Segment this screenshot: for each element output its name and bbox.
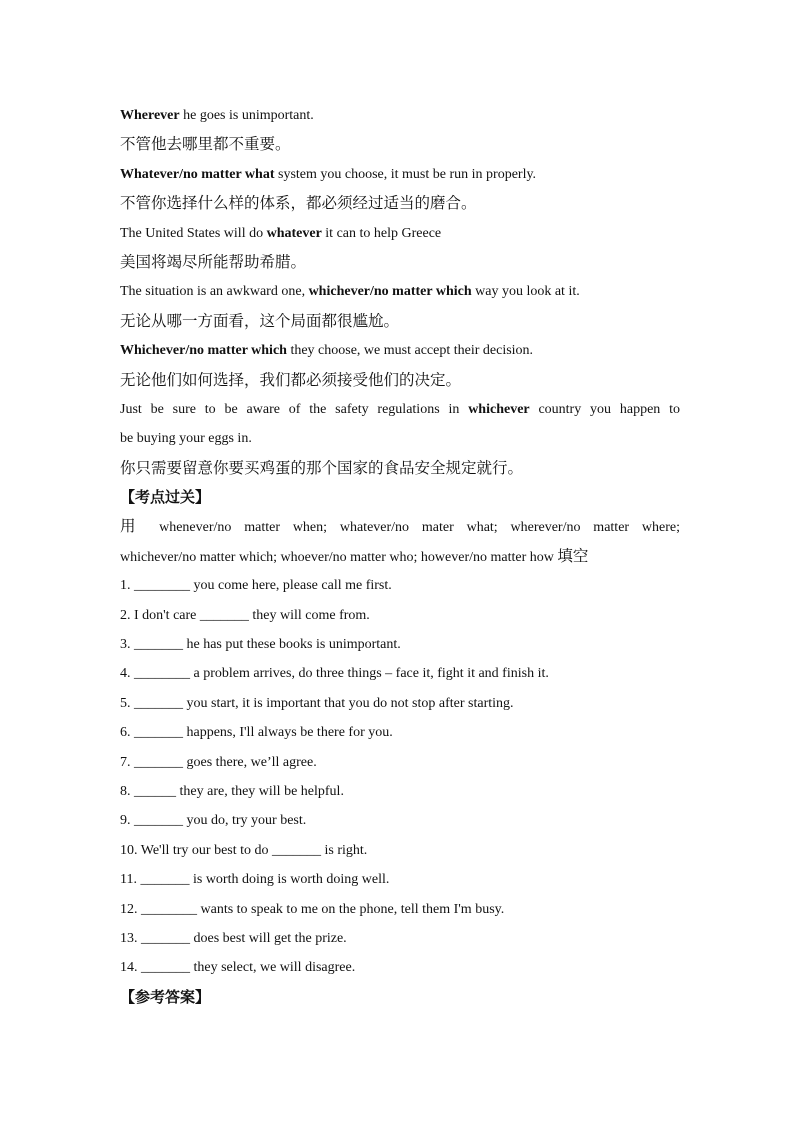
example-sentence: Whichever/no matter which they choose, we must accept their decision. (120, 343, 534, 359)
exercise-item: 4. ________ a problem arrives, do three things – face it, fight it and finish it. (120, 666, 549, 682)
example-sentence: Wherever he goes is unimportant. (120, 108, 314, 123)
example-translation: 不管他去哪里都不重要。 (120, 135, 291, 154)
section-heading-answers: 【参考答案】 (120, 987, 211, 1006)
example-sentence: Just be sure to be aware of the safety regulations in whichever country you happen to (120, 401, 680, 417)
example-translation: 无论他们如何选择，我们都必须接受他们的决定。 (120, 370, 462, 389)
exercise-item: 10. We'll try our best to do _______ is right. (120, 842, 368, 858)
example-translation: 你只需要留意你要买鸡蛋的那个国家的食品安全规定就行。 (120, 458, 524, 477)
example-sentence-continued: be buying your eggs in. (120, 431, 252, 447)
exercise-item: 13. _______ does best will get the prize. (120, 930, 347, 946)
exercise-item: 12. ________ wants to speak to me on the phone, tell them I'm busy. (120, 901, 505, 917)
document-body (120, 101, 680, 1012)
example-sentence: The situation is an awkward one, whichever/no matter which way you look at it. (120, 284, 580, 300)
exercise-item: 2. I don't care _______ they will come from. (120, 607, 370, 623)
exercise-item: 7. _______ goes there, we’ll agree. (120, 754, 317, 770)
section-heading-exercises: 【考点过关】 (120, 488, 211, 507)
exercise-item: 9. _______ you do, try your best. (120, 813, 307, 829)
exercise-item: 5. _______ you start, it is important that you do not stop after starting. (120, 695, 514, 711)
example-sentence: The United States will do whatever it can to help Greece (120, 225, 442, 241)
exercise-item: 8. ______ they are, they will be helpful. (120, 783, 344, 799)
instructions-line: 用 whenever/no matter when; whatever/no mater what; wherever/no matter where; (120, 517, 680, 536)
example-translation: 美国将竭尽所能帮助希腊。 (120, 252, 307, 271)
exercise-item: 6. _______ happens, I'll always be there for you. (120, 725, 393, 741)
exercise-item: 11. _______ is worth doing is worth doing well. (120, 872, 390, 888)
exercise-item: 14. _______ they select, we will disagree. (120, 960, 356, 976)
exercise-item: 3. _______ he has put these books is unimportant. (120, 637, 401, 653)
example-sentence: Whatever/no matter what system you choose, it must be run in properly. (120, 166, 537, 182)
example-translation: 无论从哪一方面看，这个局面都很尴尬。 (120, 311, 400, 330)
example-translation: 不管你选择什么样的体系，都必须经过适当的磨合。 (120, 194, 477, 213)
exercise-item: 1. ________ you come here, please call me first. (120, 578, 392, 594)
instructions-line: whichever/no matter which; whoever/no matter who; however/no matter how 填空 (120, 546, 589, 565)
